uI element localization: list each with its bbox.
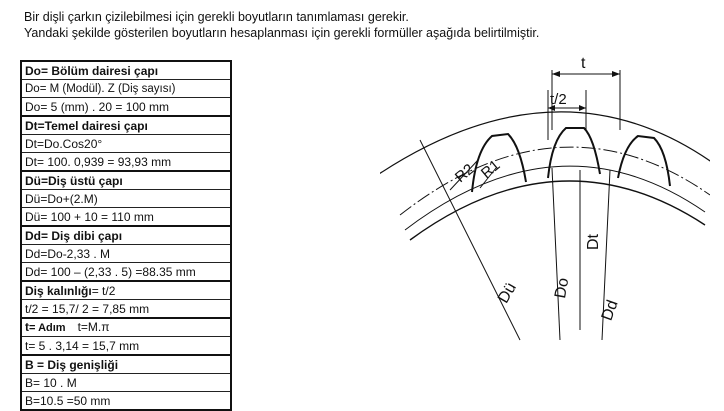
t-label: t bbox=[581, 55, 586, 72]
du-label: Dü bbox=[494, 279, 520, 307]
do-heading bbox=[21, 61, 231, 80]
dt-title: =Temel dairesi çapı bbox=[37, 118, 148, 133]
du-formula: Dü=Do+(2.M) bbox=[21, 190, 231, 208]
pitch-extra: t=M.π bbox=[77, 320, 110, 334]
thickness-title: = t/2 bbox=[91, 283, 116, 298]
do-title: = Bölüm dairesi çapı bbox=[41, 63, 159, 78]
dimension-formula-table bbox=[20, 60, 232, 411]
dt-label: Dt bbox=[585, 234, 602, 250]
dt-formula: Dt=Do.Cos20° bbox=[21, 135, 231, 153]
tooth-right bbox=[618, 136, 670, 186]
dd-calc: Dd= 100 – (2,33 . 5) =88.35 mm bbox=[21, 263, 231, 282]
thickness-formula: t/2 = 15,7/ 2 = 7,85 mm bbox=[21, 300, 231, 319]
r1-label: R1 bbox=[477, 156, 504, 183]
do-symbol: Do bbox=[25, 63, 41, 78]
t-half-arrow-right bbox=[579, 105, 586, 111]
du-symbol: Dü bbox=[25, 173, 41, 188]
do-formula: Do= M (Modül). Z (Diş sayısı) bbox=[21, 80, 231, 98]
width-formula: B= 10 . M bbox=[21, 374, 231, 392]
dd-symbol: Dd bbox=[25, 228, 41, 243]
dedendum-circle bbox=[410, 181, 705, 240]
intro-line-2: Yandaki şekilde gösterilen boyutların hesaplanması için gerekli formüller aşağıda belirtilmiştir. bbox=[24, 26, 540, 40]
width-heading bbox=[21, 355, 231, 374]
pitch-symbol: t bbox=[25, 320, 29, 334]
dt-calc: Dt= 100. 0,939 = 93,93 mm bbox=[21, 153, 231, 172]
do-label: Do bbox=[552, 276, 573, 300]
tooth-left bbox=[472, 134, 526, 192]
t-arrow-right bbox=[612, 71, 620, 77]
dd-formula: Dd=Do-2,33 . M bbox=[21, 245, 231, 263]
pitch-formula: t= 5 . 3,14 = 15,7 mm bbox=[21, 337, 231, 356]
du-calc: Dü= 100 + 10 = 110 mm bbox=[21, 208, 231, 227]
gear-teeth bbox=[472, 128, 670, 192]
pitch-heading bbox=[21, 318, 231, 337]
t-half-label: t/2 bbox=[550, 91, 567, 108]
width-calc: B=10.5 =50 mm bbox=[21, 392, 231, 411]
do-radial-line bbox=[552, 168, 560, 340]
du-title: =Diş üstü çapı bbox=[41, 173, 123, 188]
dt-heading bbox=[21, 116, 231, 135]
do-calc: Do= 5 (mm) . 20 = 100 mm bbox=[21, 98, 231, 117]
width-symbol: B bbox=[25, 357, 34, 372]
dd-heading bbox=[21, 226, 231, 245]
dt-symbol: Dt bbox=[25, 118, 38, 133]
pitch-title: = Adım bbox=[29, 322, 66, 334]
base-circle bbox=[405, 166, 705, 230]
du-heading bbox=[21, 171, 231, 190]
r2-label: R2 bbox=[451, 160, 478, 187]
gear-tooth-diagram bbox=[380, 50, 710, 350]
thickness-symbol: Diş kalınlığı bbox=[25, 283, 92, 298]
width-title: = Diş genişliği bbox=[33, 357, 119, 372]
thickness-heading bbox=[21, 281, 231, 300]
tooth-center bbox=[548, 128, 600, 178]
t-arrow-left bbox=[552, 71, 560, 77]
dd-title: = Diş dibi çapı bbox=[41, 228, 123, 243]
dd-label: Dd bbox=[598, 297, 622, 323]
intro-text bbox=[24, 9, 539, 41]
intro-line-1: Bir dişli çarkın çizilebilmesi için gerekli boyutların tanımlaması gerekir. bbox=[24, 10, 409, 24]
